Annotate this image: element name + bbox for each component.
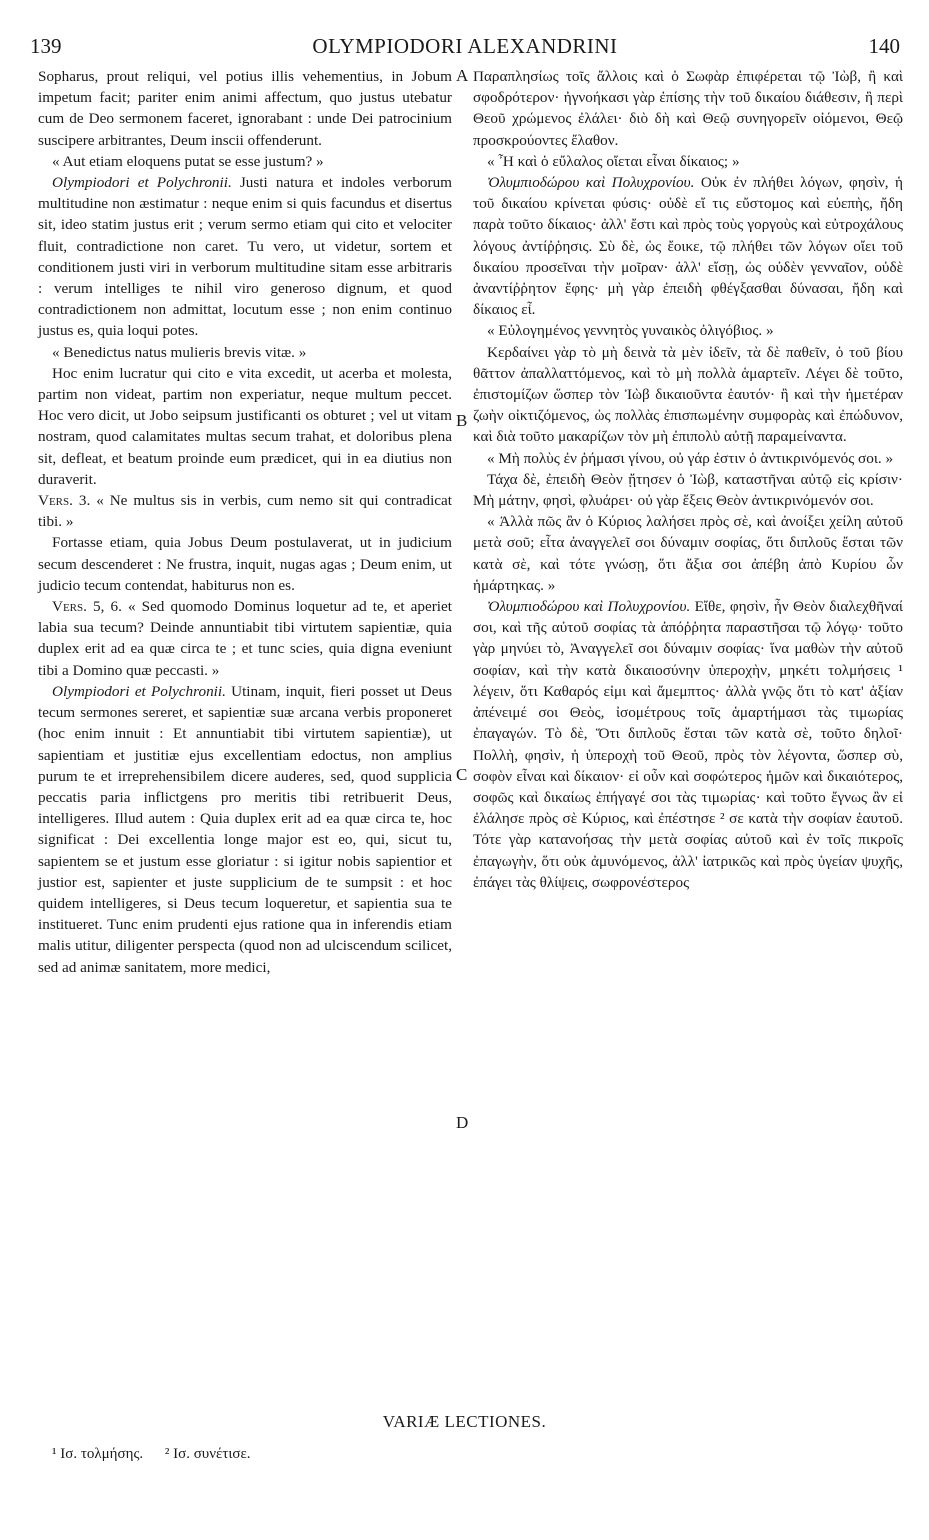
margin-letter-c: C: [456, 765, 468, 784]
paragraph-text: Sopharus, prout reliqui, vel potius illis vehementius, in Jobum impetum facit; pariter enim animi affectum, quo justus utebatur cum de Deo sermonem faceret, ignorabant : unde Dei patrocinium suscipere arbitrantes, Deum inscii offenderunt.: [38, 68, 452, 149]
greek-column: [473, 66, 903, 893]
paragraph-text: « Εὐλογημένος γεννητὸς γυναικὸς ὀλιγόβιος. »: [487, 322, 774, 340]
greek-paragraph: [473, 172, 903, 320]
latin-paragraph: [38, 596, 452, 681]
latin-paragraph: [38, 66, 452, 151]
footnote-1: ¹ Ισ. τολμήσης.: [52, 1446, 144, 1462]
footnotes: [52, 1446, 269, 1463]
greek-paragraph: [473, 469, 903, 511]
paragraph-text: Παραπλησίως τοῖς ἄλλοις καὶ ὁ Σωφὰρ ἐπιφέρεται τῷ Ἰὼβ, ἢ καὶ σφοδρότερον· ἠγνοήκασι γὰρ ἐπίσης τὴν τοῦ δικαίου διάθεσιν, ἣ περὶ Θεοῦ χρώμενος ἐλάλει· διὸ δὴ καὶ Θεῷ συνηγορεῖν οἰόμενοι, Θεῷ προσκρούοντες ἔλαθον.: [473, 68, 903, 149]
greek-paragraph: [473, 596, 903, 893]
latin-paragraph: [38, 532, 452, 596]
paragraph-text: Κερδαίνει γὰρ τὸ μὴ δεινὰ τὰ μὲν ἰδεῖν, τὰ δὲ παθεῖν, ὁ τοῦ βίου θᾶττον ἀπαλλαττόμενος, καὶ τὸ μὴ πολλὰ ἁμαρτεῖν. Λέγει δὲ τοῦτο, ἐπιστομίζων ὥσπερ τὸν Ἰὼβ δικαιοῦντα ἑαυτόν· ἢ καὶ τὴν ἡμετέραν ζωὴν οἰκτιζόμενος, ὡς πολλὰς ἐπισπωμένην συμφορὰς καὶ ἐπώδυνον, καὶ διὰ τοῦτο μακαρίζων τὸν μὴ ἐπιπολὺ αὐτῇ παραμείναντα.: [473, 343, 903, 446]
paragraph-text: « Benedictus natus mulieris brevis vitæ. »: [52, 343, 307, 361]
latin-paragraph: [38, 490, 452, 532]
paragraph-text: « Sed quomodo Dominus loquetur ad te, et aperiet labia sua tecum? Deinde annuntiabit tibi virtutem sapientiæ, quia duplex erit ad ea quæ circa te ; et tunc scies, quia digna eveniunt tibi a Domino quæ peccasti. »: [38, 598, 452, 679]
latin-paragraph: [38, 172, 452, 342]
greek-paragraph: [473, 342, 903, 448]
greek-paragraph: [473, 66, 903, 151]
paragraph-text: Τάχα δὲ, ἐπειδὴ Θεὸν ᾔτησεν ὁ Ἰὼβ, καταστῆναι αὐτῷ εἰς κρίσιν· Μὴ μάτην, φησὶ, φλυάρει· οὐ γὰρ ἕξεις Θεὸν ἀντικρινόμενόν σοι.: [473, 470, 903, 510]
commentator-attribution: Ὀλυμπιοδώρου καὶ Πολυχρονίου.: [487, 598, 691, 616]
running-title: OLYMPIODORI ALEXANDRINI: [312, 34, 618, 58]
greek-paragraph: [473, 151, 903, 172]
paragraph-text: Justi natura et indoles verborum multitudine non æstimatur : neque enim si quis facundus et disertus sit, ideo statim justus erit ; verum sermo etiam qui cito et velociter fluit, contradictione non caret. Tu vero, ut videtur, sortem et conditionem justi viri in verborum multitudine sitam esse arbitraris : verum intelliges te nihil viro generoso dignum, et quod contradictionem non admittat, locutum esse ; non enim continuo justus es, quia loqui potes.: [38, 174, 452, 340]
paragraph-text: « Ἦ καὶ ὁ εὔλαλος οἴεται εἶναι δίκαιος; »: [487, 152, 740, 170]
variae-lectiones-heading: VARIÆ LECTIONES.: [382, 1412, 547, 1431]
latin-paragraph: [38, 681, 452, 978]
margin-letter-b: B: [456, 411, 468, 430]
latin-column: [38, 66, 452, 978]
paragraph-text: Utinam, inquit, fieri posset ut Deus tecum sermones sereret, et sapientiæ suæ arcana verbis proponeret (hoc enim innuit : Et annuntiabit tibi virtutem sapientiæ), ut sapientiam et justitiæ ejus excellentiam edoctus, non amplius purum te et irreprehensibilem dicere auderes, sed, quod supplicia peccatis paria inflictgens pro meritis tibi retribuerit Deus, intelligeres. Illud autem : Quia duplex erit ad ea quæ circa te, hoc significat : Dei excellentia longe major est eo, qui, sicut tu, sapientem se et justum esse gloriatur : si igitur nobis sapientior et justior est, sapienter et juste supplicium de te sumpsit : et hoc quidem intelligeres, si Deus tecum loqueretur, et sapientia sua te institueret. Tunc enim prudenti ejus ratione qua in inferendis etiam malis utitur, diligenter perspecta (quod non ad ulciscendum scilicet, sed ad animæ sanitatem, more medici,: [38, 682, 452, 976]
commentator-attribution: Olympiodori et Polychronii.: [52, 682, 226, 700]
latin-paragraph: [38, 151, 452, 172]
paragraph-text: « Ne multus sis in verbis, cum nemo sit qui contradicat tibi. »: [38, 492, 452, 531]
greek-paragraph: [473, 511, 903, 596]
running-header: [30, 34, 900, 66]
latin-paragraph: [38, 363, 452, 490]
commentator-attribution: Olympiodori et Polychronii.: [52, 174, 232, 192]
commentator-attribution: Ὀλυμπιοδώρου καὶ Πολυχρονίου.: [487, 174, 695, 192]
verse-marker: Vers. 5, 6.: [52, 598, 122, 616]
paragraph-text: Fortasse etiam, quia Jobus Deum postulaverat, ut in judicium secum descenderet : Ne frustra, inquit, nugas agas ; Deum enim, ut judicio tecum contendat, habiturus non es.: [38, 534, 452, 594]
greek-paragraph: [473, 320, 903, 341]
paragraph-text: Εἴθε, φησὶν, ἦν Θεὸν διαλεχθῆναί σοι, καὶ τῆς αὐτοῦ σοφίας τὰ ἀπόῤῥητα παραστῆσαι τῷ λόγῳ· τοῦτο γὰρ μηνύει τὸ, Ἀναγγελεῖ σοι δύναμιν σοφίας· ἵνα μαθὼν τὴν αὐτοῦ σοφίαν, καὶ τὴν κατὰ δικαιοσύνην ὑπεροχὴν, μηκέτι τολμήσεις ¹ λέγειν, ὅτι Καθαρός εἰμι καὶ ἄμεμπτος· ἀλλὰ γνῷς ὅτι τὸ κατ' ἀξίαν ἀπένειμέ σοι Θεὸς, ἰσομέτρους τοῖς ἁμαρτήμασι τὰς τιμωρίας ἐπαγαγών. Τὸ δὲ, Ὅτι διπλοῦς ἔσται τῶν κατὰ σὲ, τοῦτο δηλοῖ· Πολλὴ, φησὶν, ἡ ὑπεροχὴ τοῦ Θεοῦ, πρὸς τὸν λέγοντα, ὥσπερ σὺ, σοφὸν εἶναι καὶ δίκαιον· εἰ οὖν καὶ σοφώτερος ἡμῶν καὶ δικαιότερος, σοφῶς καὶ δικαίως ἐπήγαγέ σοι τὰς τιμωρίας· καὶ τοῦτο ἔγνως ἂν εἰ ἐλάλησε πρὸς σὲ Κύριος, καὶ ἐπέστησε ² σε κατὰ τὴν σοφίαν ἑαυτοῦ. Τότε γὰρ κατανοήσας τὴν μετὰ σοφίας αὐτοῦ καὶ ἐν τοῖς πικροῖς ἐπαγωγὴν, ὅτι οὐκ ἀμυνόμενος, ἀλλ' ἰατρικῶς καὶ πρὸς ὑγείαν ψυχῆς, ἐπάγει τὰς θλίψεις, σωφρονέστερος: [473, 598, 904, 891]
margin-letter-a: A: [456, 66, 469, 85]
verse-marker: Vers. 3.: [38, 492, 91, 510]
paragraph-text: Hoc enim lucratur qui cito e vita excedit, ut acerba et molesta, partim non videat, partim non experiatur, neque multum peccet. Hoc vero dicit, ut Jobo seipsum justificanti os obturet ; vel ut vitam nostram, quod calamitates multas secum trahat, et doloribus plena sit, defleat, et beatum proinde eum prædicet, qui in ea diutius non duraverit.: [38, 364, 452, 488]
greek-paragraph: [473, 448, 903, 469]
paragraph-text: Οὐκ ἐν πλήθει λόγων, φησὶν, ἡ τοῦ δικαίου κρίνεται φύσις· οὐδὲ εἴ τις εὔστομος καὶ εὐεπὴς, ἤδη παρὰ τοῦτο δίκαιος· ἀλλ' ἔστι καὶ πρὸς τοὺς γοργοὺς καὶ εὐτροχάλους λόγους ἀντίῤῥησις. Σὺ δὲ, ὡς ἔοικε, τῷ πλήθει τῶν λόγων οἴει τοῦ δικαίου προσεῖναι τὴν μοῖραν· ἀλλ' εἴσῃ, ὡς οὐδὲν γενναῖον, οὐδὲ ἀναντίῤῥητον ἔφης· μὴ γὰρ ἐπειδὴ φθέγξασθαι δύνασαι, ἤδη καὶ δίκαιος εἶ.: [473, 174, 903, 319]
latin-paragraph: [38, 342, 452, 363]
paragraph-text: « Μὴ πολὺς ἐν ῥήμασι γίνου, οὐ γάρ ἐστιν ὁ ἀντικρινόμενός σοι. »: [487, 449, 894, 467]
footnote-2: ² Ισ. συνέτισε.: [164, 1446, 251, 1462]
paragraph-text: « Aut etiam eloquens putat se esse justum? »: [52, 152, 324, 170]
page-number-left: 139: [30, 34, 62, 58]
margin-letter-d: D: [456, 1113, 469, 1132]
page-number-right: 140: [868, 34, 900, 58]
paragraph-text: « Ἀλλὰ πῶς ἂν ὁ Κύριος λαλήσει πρὸς σὲ, καὶ ἀνοίξει χείλη αὐτοῦ μετὰ σοῦ; εἶτα ἀναγγελεῖ σοι δύναμιν σοφίας, ὅτι διπλοῦς ἔσται τῶν κατὰ σὲ, καὶ τότε γνώσῃ, ὅτι ἄξια σοι ἀπέβη ἀπὸ Κυρίου ὧν ἡμάρτηκας. »: [473, 513, 903, 594]
